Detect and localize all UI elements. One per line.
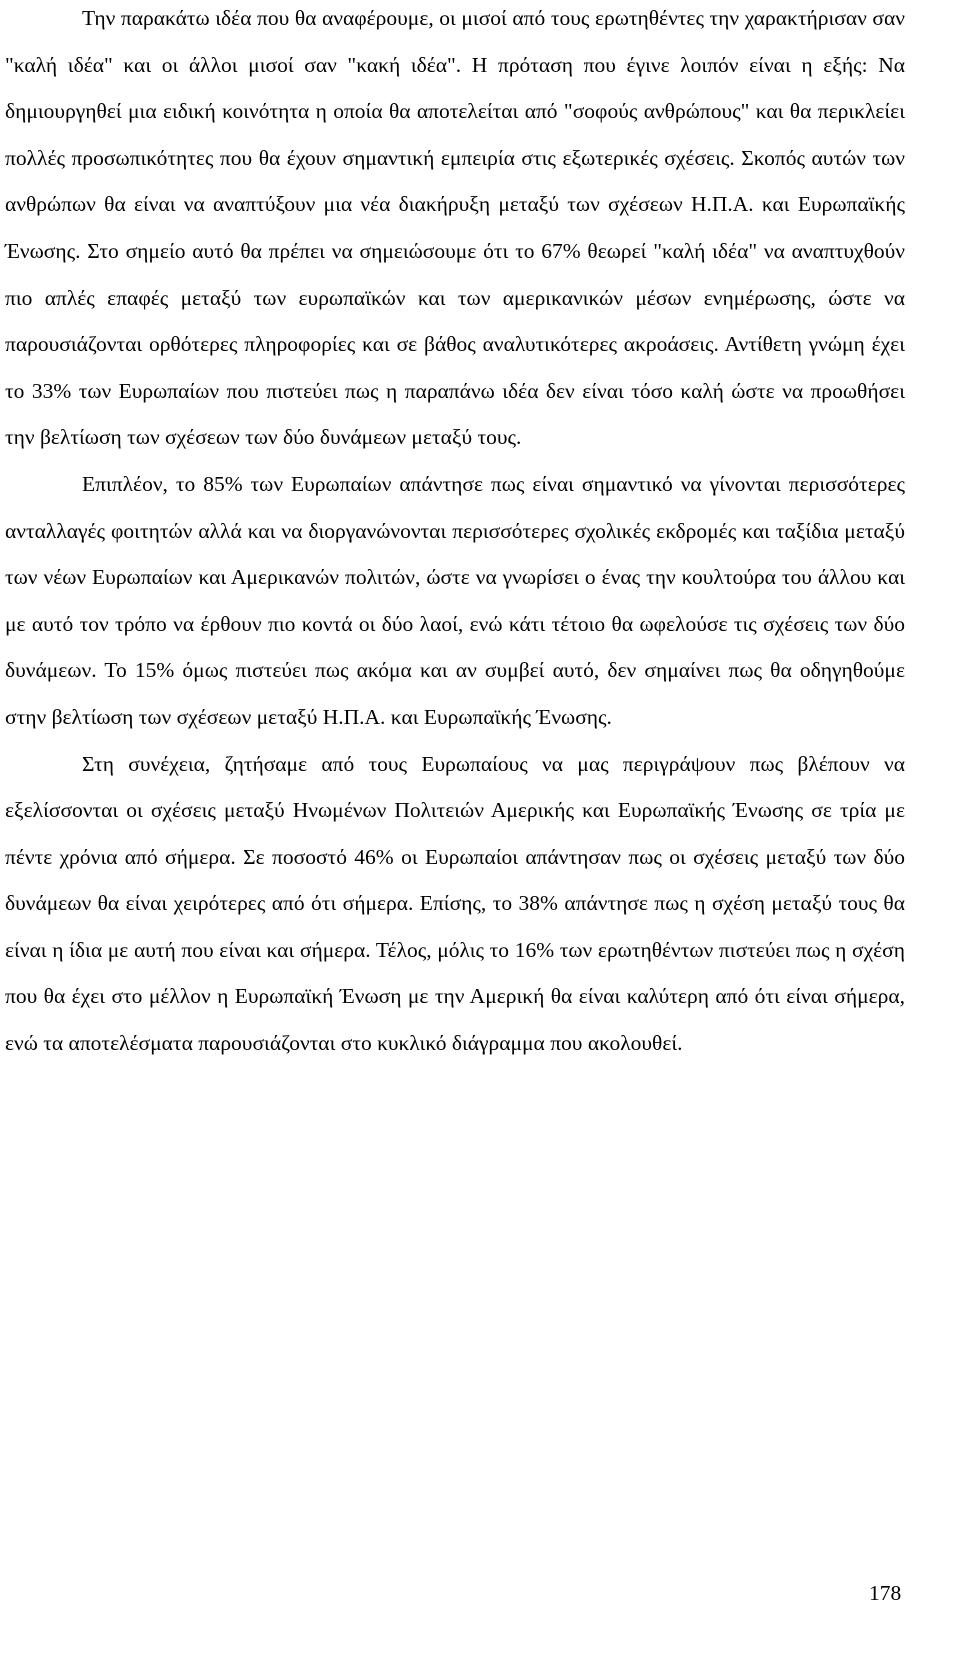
page-number: 178 — [869, 1581, 902, 1605]
document-page — [5, 0, 905, 1660]
paragraph-1: Την παρακάτω ιδέα που θα αναφέρουμε, οι μισοί από τους ερωτηθέντες την χαρακτήρισαν σαν "καλή ιδέα" και οι άλλοι μισοί σαν "κακή ιδέα". Η πρόταση που έγινε λοιπόν είναι η εξής: Να δημιουργηθεί μια ειδική κοινότητα η οποία θα αποτελείται από "σοφούς ανθρώπους" και θα περικλείει πολλές προσωπικότητες που θα έχουν σημαντική εμπειρία στις εξωτερικές σχέσεις. Σκοπός αυτών των ανθρώπων θα είναι να αναπτύξουν μια νέα διακήρυξη μεταξύ των σχέσεων Η.Π.Α. και Ευρωπαϊκής Ένωσης. Στο σημείο αυτό θα πρέπει να σημειώσουμε ότι το 67% θεωρεί "καλή ιδέα" να αναπτυχθούν πιο απλές επαφές μεταξύ των ευρωπαϊκών και των αμερικανικών μέσων ενημέρωσης, ώστε να παρουσιάζονται ορθότερες πληροφορίες και σε βάθος αναλυτικότερες ακροάσεις. Αντίθετη γνώμη έχει το 33% των Ευρωπαίων που πιστεύει πως η παραπάνω ιδέα δεν είναι τόσο καλή ώστε να προωθήσει την βελτίωση των σχέσεων των δύο δυνάμεων μεταξύ τους. — [5, 6, 905, 450]
document-body — [5, 0, 905, 1067]
paragraph-2: Επιπλέον, το 85% των Ευρωπαίων απάντησε πως είναι σημαντικό να γίνονται περισσότερες ανταλλαγές φοιτητών αλλά και να διοργανώνονται περισσότερες σχολικές εκδρομές και ταξίδια μεταξύ των νέων Ευρωπαίων και Αμερικανών πολιτών, ώστε να γνωρίσει ο ένας την κουλτούρα του άλλου και με αυτό τον τρόπο να έρθουν πιο κοντά οι δύο λαοί, ενώ κάτι τέτοιο θα ωφελούσε τις σχέσεις των δύο δυνάμεων. Το 15% όμως πιστεύει πως ακόμα και αν συμβεί αυτό, δεν σημαίνει πως θα οδηγηθούμε στην βελτίωση των σχέσεων μεταξύ Η.Π.Α. και Ευρωπαϊκής Ένωσης. — [5, 471, 905, 729]
paragraph-3: Στη συνέχεια, ζητήσαμε από τους Ευρωπαίους να μας περιγράψουν πως βλέπουν να εξελίσσονται οι σχέσεις μεταξύ Ηνωμένων Πολιτειών Αμερικής και Ευρωπαϊκής Ένωσης σε τρία με πέντε χρόνια από σήμερα. Σε ποσοστό 46% οι Ευρωπαίοι απάντησαν πως οι σχέσεις μεταξύ των δύο δυνάμεων θα είναι χειρότερες από ότι σήμερα. Επίσης, το 38% απάντησε πως η σχέση μεταξύ τους θα είναι η ίδια με αυτή που είναι και σήμερα. Τέλος, μόλις το 16% των ερωτηθέντων πιστεύει πως η σχέση που θα έχει στο μέλλον η Ευρωπαϊκή Ένωση με την Αμερική θα είναι καλύτερη από ότι είναι σήμερα, ενώ τα αποτελέσματα παρουσιάζονται στο κυκλικό διάγραμμα που ακολουθεί. — [5, 751, 905, 1056]
